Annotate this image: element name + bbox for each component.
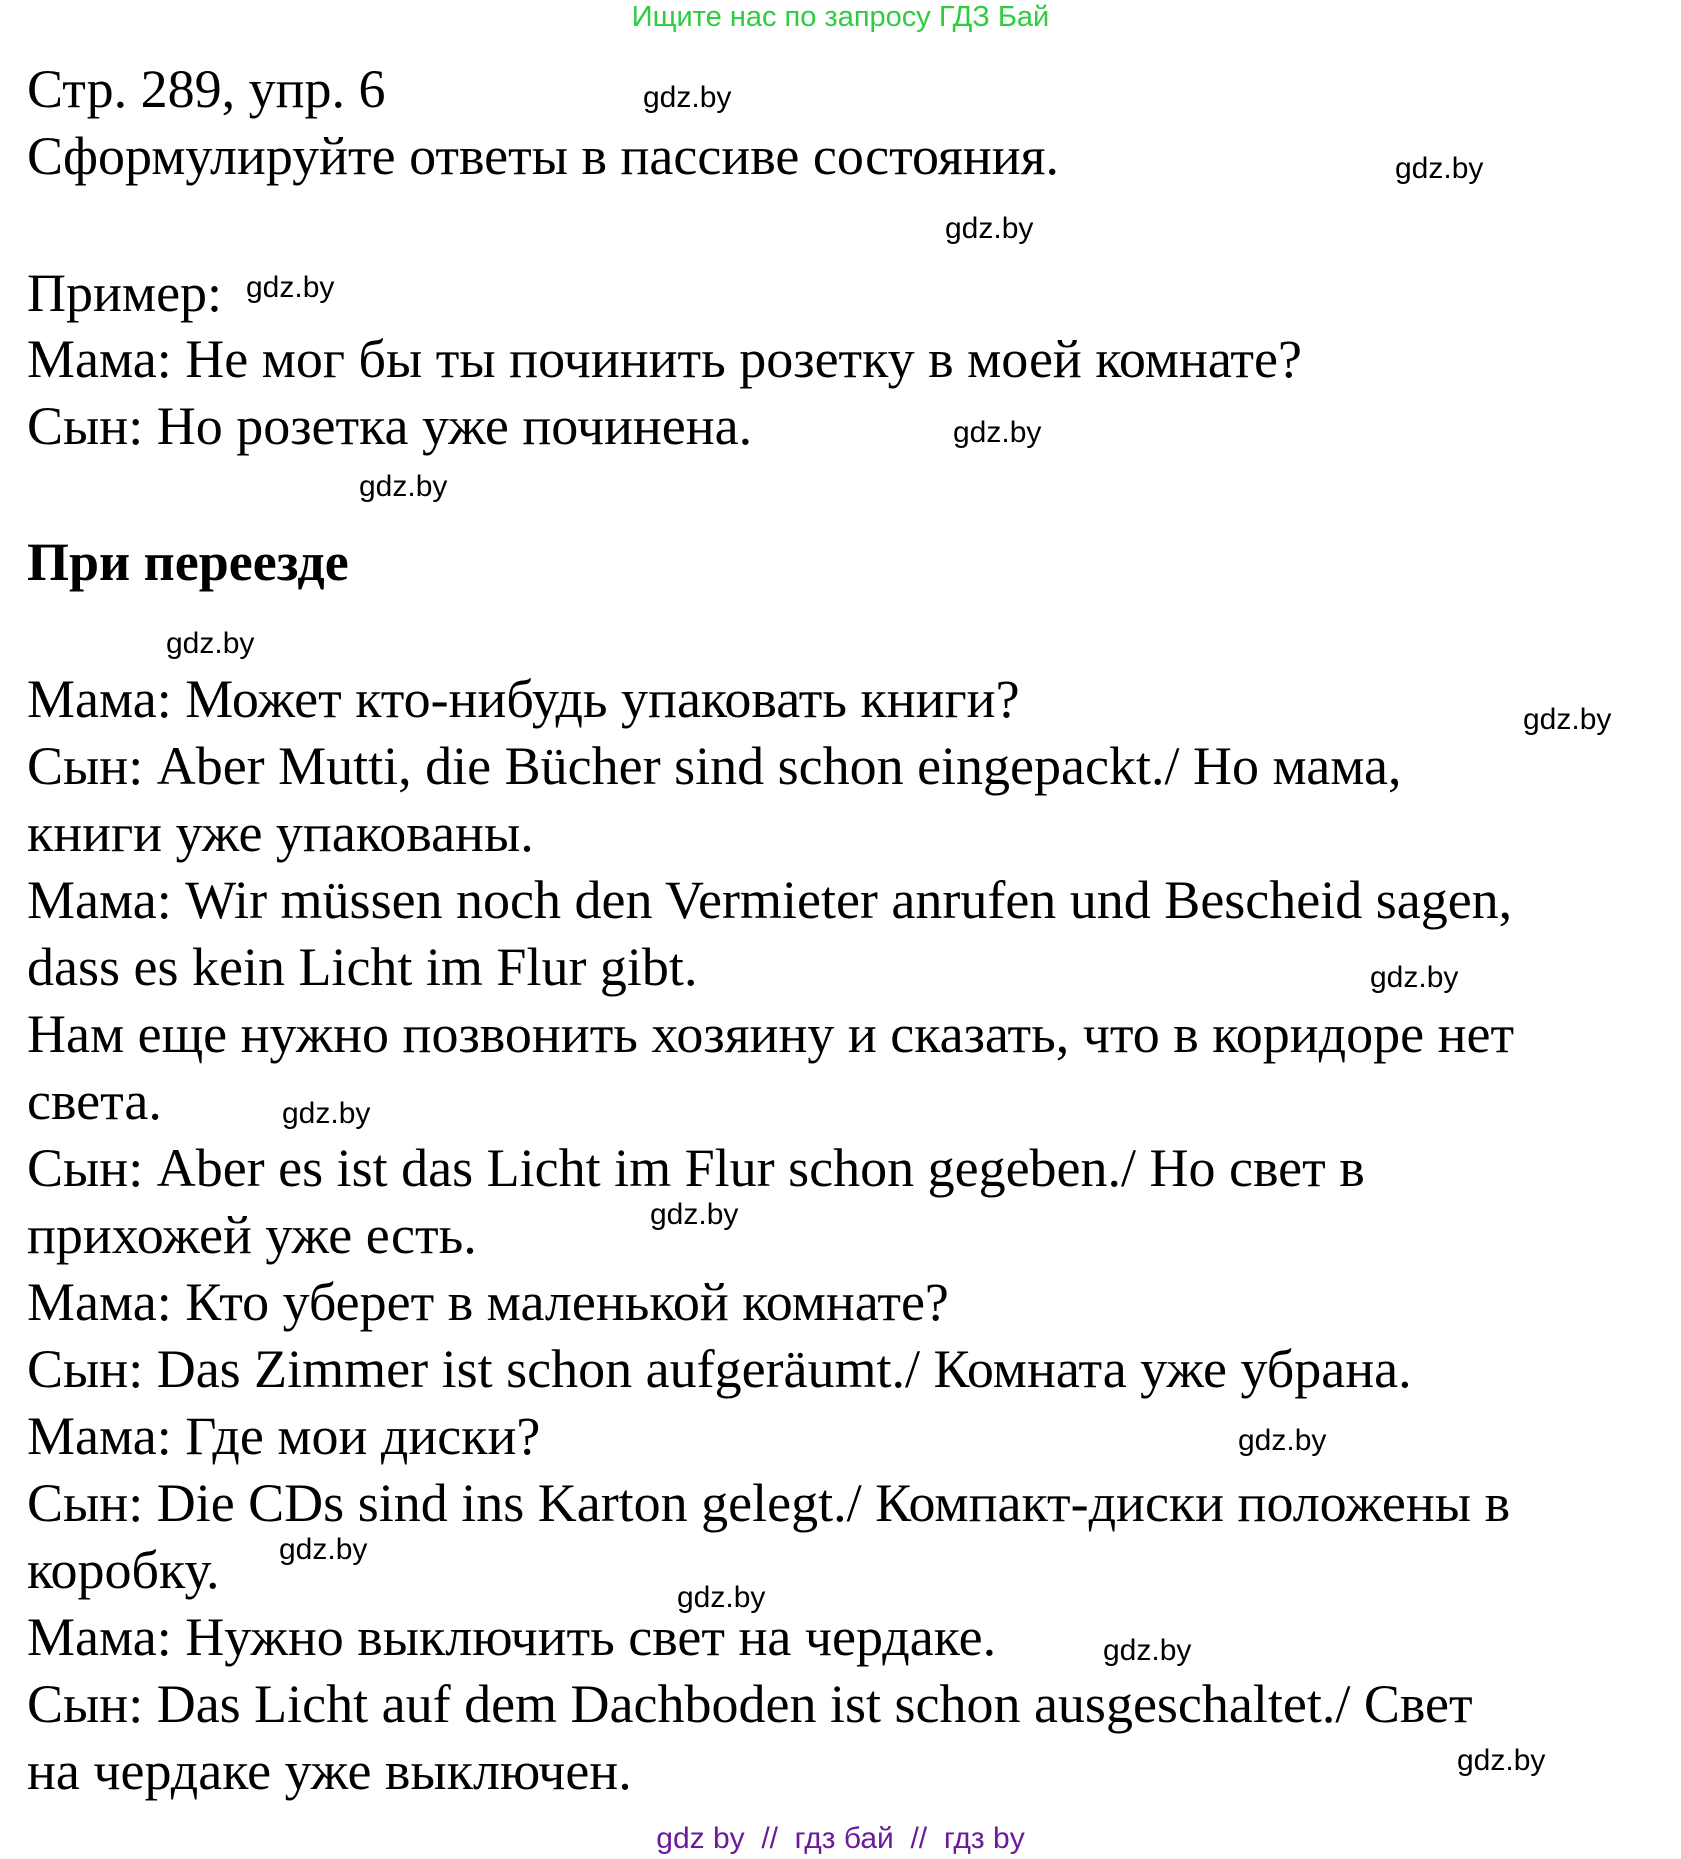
watermark: gdz.by — [166, 627, 255, 660]
watermark: gdz.by — [677, 1581, 766, 1614]
dialog-line: Сын: Die CDs sind ins Karton gelegt./ Компакт-диски положены в — [27, 1473, 1511, 1533]
dialog-line: Мама: Может кто-нибудь упаковать книги? — [27, 669, 1020, 729]
watermark: gdz.by — [1370, 961, 1459, 994]
example-label: Пример: — [27, 263, 223, 323]
dialog-line: Сын: Aber Mutti, die Bücher sind schon eingepackt./ Но мама, — [27, 736, 1402, 796]
dialog-line: на чердаке уже выключен. — [27, 1741, 632, 1801]
watermark: gdz.by — [359, 470, 448, 503]
dialog-line: Сын: Aber es ist das Licht im Flur schon gegeben./ Но свет в — [27, 1138, 1365, 1198]
task-instruction: Сформулируйте ответы в пассиве состояния. — [27, 126, 1059, 186]
dialog-line: Мама: Нужно выключить свет на чердаке. — [27, 1607, 997, 1667]
watermark: gdz.by — [1395, 152, 1484, 185]
watermark: gdz.by — [282, 1097, 371, 1130]
section-title: При переезде — [27, 532, 349, 592]
search-hint: Ищите нас по запросу ГДЗ Бай — [631, 1, 1050, 33]
task-reference: Стр. 289, упр. 6 — [27, 59, 386, 119]
watermark: gdz.by — [1523, 703, 1612, 736]
example-line: Мама: Не мог бы ты починить розетку в моей комнате? — [27, 329, 1302, 389]
watermark: gdz.by — [1103, 1634, 1192, 1667]
dialog-line: света. — [27, 1071, 162, 1131]
dialog-line: Сын: Das Zimmer ist schon aufgeräumt./ Комната уже убрана. — [27, 1339, 1412, 1399]
dialog-line: Мама: Кто уберет в маленькой комнате? — [27, 1272, 949, 1332]
dialog-line: коробку. — [27, 1540, 220, 1600]
watermark: gdz.by — [279, 1533, 368, 1566]
footer-links: gdz by // гдз бай // гдз by — [656, 1822, 1025, 1855]
dialog-line: dass es kein Licht im Flur gibt. — [27, 937, 698, 997]
watermark: gdz.by — [945, 212, 1034, 245]
watermark: gdz.by — [1238, 1424, 1327, 1457]
dialog-line: книги уже упакованы. — [27, 803, 534, 863]
watermark: gdz.by — [650, 1198, 739, 1231]
dialog-line: Мама: Wir müssen noch den Vermieter anrufen und Bescheid sagen, — [27, 870, 1513, 930]
dialog-line: Мама: Где мои диски? — [27, 1406, 541, 1466]
dialog-line: прихожей уже есть. — [27, 1205, 477, 1265]
watermark: gdz.by — [1457, 1744, 1546, 1777]
watermark: gdz.by — [953, 416, 1042, 449]
dialog-line: Нам еще нужно позвонить хозяину и сказать, что в коридоре нет — [27, 1004, 1515, 1064]
dialog-line: Сын: Das Licht auf dem Dachboden ist schon ausgeschaltet./ Свет — [27, 1674, 1473, 1734]
watermark: gdz.by — [643, 81, 732, 114]
watermark: gdz.by — [246, 271, 335, 304]
example-line: Сын: Но розетка уже починена. — [27, 396, 753, 456]
